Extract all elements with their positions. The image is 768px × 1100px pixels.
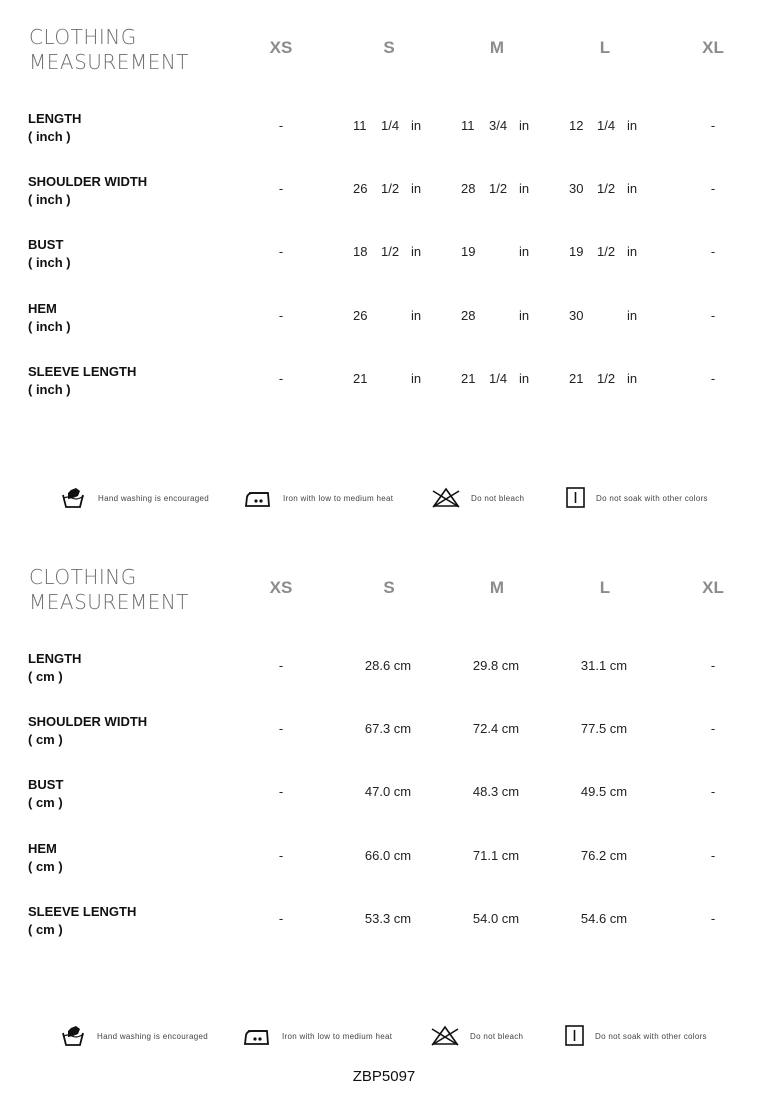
value-whole: 21 bbox=[461, 371, 476, 386]
value-xl: - bbox=[710, 848, 716, 863]
row-sleeve-length bbox=[0, 363, 768, 403]
value-xl: - bbox=[710, 181, 716, 196]
value-fraction: 1/2 bbox=[381, 181, 400, 196]
row-label bbox=[28, 650, 81, 686]
value-fraction: 3/4 bbox=[489, 118, 508, 133]
care-text: Do not bleach bbox=[470, 1032, 524, 1041]
value-unit: in bbox=[519, 244, 530, 259]
value-whole: 19 bbox=[569, 244, 584, 259]
value-unit: in bbox=[627, 308, 638, 323]
value-xl: - bbox=[710, 244, 716, 259]
value-unit: in bbox=[411, 118, 422, 133]
value-whole: 21 bbox=[569, 371, 584, 386]
value-unit: in bbox=[519, 371, 530, 386]
value-xl: - bbox=[710, 658, 716, 673]
row-bust bbox=[0, 236, 768, 276]
value-fraction: 1/4 bbox=[489, 371, 508, 386]
value-xl: - bbox=[710, 308, 716, 323]
value-unit: in bbox=[627, 181, 638, 196]
size-header-xl: XL bbox=[702, 578, 724, 597]
value-xs: - bbox=[278, 181, 284, 196]
row-label-unit: ( inch ) bbox=[28, 255, 71, 270]
title-line-1: CLOTHING bbox=[29, 565, 137, 589]
row-label-name: SLEEVE LENGTH bbox=[28, 904, 137, 919]
size-header-s: S bbox=[383, 38, 395, 57]
row-label-name: HEM bbox=[28, 841, 57, 856]
value-fraction: 1/2 bbox=[597, 244, 616, 259]
row-bust bbox=[0, 776, 768, 816]
value-xs: - bbox=[278, 244, 284, 259]
value-fraction: 1/2 bbox=[381, 244, 400, 259]
row-label-unit: ( cm ) bbox=[28, 669, 63, 684]
value-l: 76.2 cm bbox=[580, 848, 628, 863]
row-label-unit: ( inch ) bbox=[28, 192, 71, 207]
value-s: 66.0 cm bbox=[364, 848, 412, 863]
row-label bbox=[28, 110, 81, 146]
value-unit: in bbox=[519, 308, 530, 323]
row-label-name: LENGTH bbox=[28, 651, 82, 666]
row-label-unit: ( cm ) bbox=[28, 922, 63, 937]
iron-icon bbox=[244, 485, 272, 511]
size-header-xl: XL bbox=[702, 38, 724, 57]
no-bleach-icon bbox=[431, 485, 461, 511]
row-label-name: SLEEVE LENGTH bbox=[28, 364, 137, 379]
iron-icon bbox=[243, 1023, 271, 1049]
value-whole: 12 bbox=[569, 118, 584, 133]
care-text: Hand washing is encouraged bbox=[97, 1032, 208, 1041]
row-shoulder-width bbox=[0, 173, 768, 213]
row-hem bbox=[0, 300, 768, 340]
row-label-name: BUST bbox=[28, 237, 64, 252]
value-unit: in bbox=[627, 244, 638, 259]
row-label-unit: ( inch ) bbox=[28, 382, 71, 397]
value-xs: - bbox=[278, 658, 284, 673]
hand-wash-icon bbox=[60, 485, 86, 511]
value-xs: - bbox=[278, 911, 284, 926]
value-l: 49.5 cm bbox=[580, 784, 628, 799]
size-header-xs: XS bbox=[269, 578, 293, 597]
row-label bbox=[28, 363, 136, 399]
size-header-m: M bbox=[489, 578, 505, 597]
value-whole: 30 bbox=[569, 181, 584, 196]
value-unit: in bbox=[411, 308, 422, 323]
care-text: Iron with low to medium heat bbox=[283, 494, 394, 503]
value-s: 67.3 cm bbox=[364, 721, 412, 736]
row-label-unit: ( inch ) bbox=[28, 129, 71, 144]
care-text: Do not bleach bbox=[471, 494, 525, 503]
row-label-unit: ( cm ) bbox=[28, 859, 63, 874]
row-label-name: HEM bbox=[28, 301, 57, 316]
value-s: 53.3 cm bbox=[364, 911, 412, 926]
size-header-m: M bbox=[489, 38, 505, 57]
row-label-name: SHOULDER WIDTH bbox=[28, 714, 148, 729]
value-xs: - bbox=[278, 784, 284, 799]
row-label-unit: ( inch ) bbox=[28, 319, 71, 334]
row-label-unit: ( cm ) bbox=[28, 795, 63, 810]
value-whole: 21 bbox=[353, 371, 368, 386]
row-length bbox=[0, 650, 768, 690]
title-line-1: CLOTHING bbox=[29, 25, 137, 49]
row-label-name: SHOULDER WIDTH bbox=[28, 174, 148, 189]
row-label bbox=[28, 776, 63, 812]
title-line-2: MEASUREMENT bbox=[29, 590, 190, 614]
row-sleeve-length bbox=[0, 903, 768, 943]
value-xl: - bbox=[710, 911, 716, 926]
value-whole: 26 bbox=[353, 308, 368, 323]
row-length bbox=[0, 110, 768, 150]
value-xs: - bbox=[278, 118, 284, 133]
value-xl: - bbox=[710, 118, 716, 133]
value-xs: - bbox=[278, 308, 284, 323]
value-fraction: 1/2 bbox=[489, 181, 508, 196]
value-xs: - bbox=[278, 371, 284, 386]
value-unit: in bbox=[519, 118, 530, 133]
value-unit: in bbox=[411, 371, 422, 386]
care-instructions bbox=[0, 485, 768, 515]
title-line-2: MEASUREMENT bbox=[29, 50, 190, 74]
row-label bbox=[28, 840, 63, 876]
value-m: 71.1 cm bbox=[472, 848, 520, 863]
value-whole: 28 bbox=[461, 308, 476, 323]
value-unit: in bbox=[411, 244, 422, 259]
value-whole: 11 bbox=[461, 118, 475, 133]
value-xs: - bbox=[278, 848, 284, 863]
value-whole: 28 bbox=[461, 181, 476, 196]
value-whole: 26 bbox=[353, 181, 368, 196]
row-label-unit: ( cm ) bbox=[28, 732, 63, 747]
care-text: Hand washing is encouraged bbox=[98, 494, 209, 503]
value-whole: 19 bbox=[461, 244, 476, 259]
table-title bbox=[29, 565, 189, 615]
care-text: Do not soak with other colors bbox=[596, 494, 708, 503]
value-fraction: 1/2 bbox=[597, 371, 616, 386]
hand-wash-icon bbox=[60, 1023, 86, 1049]
row-label bbox=[28, 300, 71, 336]
row-label-name: LENGTH bbox=[28, 111, 82, 126]
value-l: 31.1 cm bbox=[580, 658, 628, 673]
row-label bbox=[28, 903, 136, 939]
value-whole: 11 bbox=[353, 118, 367, 133]
value-s: 28.6 cm bbox=[364, 658, 412, 673]
row-label-name: BUST bbox=[28, 777, 64, 792]
no-bleach-icon bbox=[430, 1023, 460, 1049]
value-fraction: 1/4 bbox=[597, 118, 616, 133]
care-text: Do not soak with other colors bbox=[595, 1032, 707, 1041]
row-hem bbox=[0, 840, 768, 880]
value-l: 54.6 cm bbox=[580, 911, 628, 926]
value-whole: 30 bbox=[569, 308, 584, 323]
value-xl: - bbox=[710, 371, 716, 386]
value-l: 77.5 cm bbox=[580, 721, 628, 736]
product-code: ZBP5097 bbox=[352, 1068, 416, 1085]
value-unit: in bbox=[519, 181, 530, 196]
value-unit: in bbox=[411, 181, 422, 196]
value-whole: 18 bbox=[353, 244, 368, 259]
value-xl: - bbox=[710, 721, 716, 736]
care-instructions bbox=[0, 1023, 768, 1053]
value-fraction: 1/4 bbox=[381, 118, 400, 133]
value-m: 29.8 cm bbox=[472, 658, 520, 673]
no-soak-icon bbox=[565, 485, 587, 511]
size-header-l: L bbox=[599, 38, 611, 57]
row-label bbox=[28, 173, 147, 209]
row-label bbox=[28, 236, 71, 272]
value-unit: in bbox=[627, 118, 638, 133]
value-s: 47.0 cm bbox=[364, 784, 412, 799]
value-unit: in bbox=[627, 371, 638, 386]
size-header-l: L bbox=[599, 578, 611, 597]
care-text: Iron with low to medium heat bbox=[282, 1032, 393, 1041]
size-header-s: S bbox=[383, 578, 395, 597]
value-m: 48.3 cm bbox=[472, 784, 520, 799]
size-header-xs: XS bbox=[269, 38, 293, 57]
row-label bbox=[28, 713, 147, 749]
value-fraction: 1/2 bbox=[597, 181, 616, 196]
row-shoulder-width bbox=[0, 713, 768, 753]
value-m: 72.4 cm bbox=[472, 721, 520, 736]
value-xs: - bbox=[278, 721, 284, 736]
value-xl: - bbox=[710, 784, 716, 799]
table-title bbox=[29, 25, 189, 75]
value-m: 54.0 cm bbox=[472, 911, 520, 926]
no-soak-icon bbox=[564, 1023, 586, 1049]
